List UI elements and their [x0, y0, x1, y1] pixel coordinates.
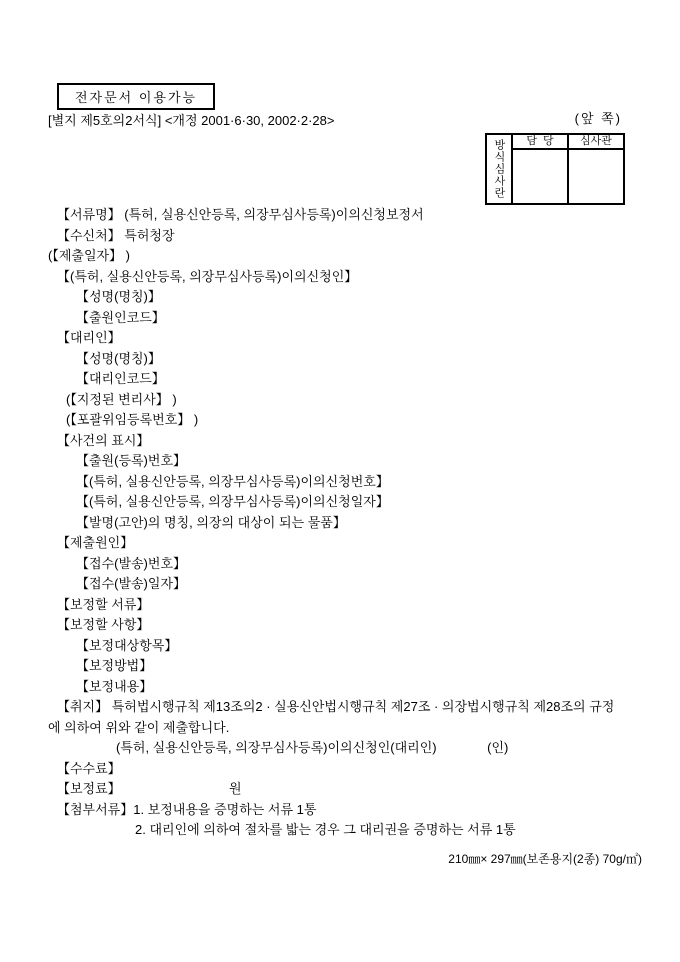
review-table-cell-staff — [513, 150, 567, 203]
field-invention-title: 【발명(고안)의 명칭, 의장의 대상이 되는 물품】 — [76, 514, 346, 530]
field-recipient: 【수신처】 특허청장 — [57, 227, 175, 243]
field-opposition-date: 【(특허, 실용신안등록, 의장무심사등록)이의신청일자】 — [76, 494, 389, 509]
field-document-to-amend: 【보정할 서류】 — [57, 596, 150, 612]
review-table-column-examiner — [569, 135, 623, 203]
field-application-number: 【출원(등록)번호】 — [76, 453, 187, 468]
field-fee: 【수수료】 — [57, 760, 121, 776]
review-table-cell-examiner — [569, 150, 623, 203]
electronic-document-badge: 전자문서 이용가능 — [57, 83, 215, 110]
field-opponent: 【(특허, 실용신안등록, 의장무심사등록)이의신청인】 — [57, 268, 358, 284]
field-opposition-number: 【(특허, 실용신안등록, 의장무심사등록)이의신청번호】 — [76, 473, 389, 489]
purpose-statement-line2: 에 의하여 위와 같이 제출합니다. — [48, 719, 230, 735]
page-side-label: (앞 쪽) — [574, 111, 622, 126]
field-receipt-date: 【접수(발송)일자】 — [76, 576, 187, 591]
review-table-header-staff: 담 당 — [513, 135, 567, 150]
field-amendment-method: 【보정방법】 — [76, 658, 153, 673]
field-amendment-fee: 【보정료】 원 — [57, 781, 242, 796]
field-agent-code: 【대리인코드】 — [76, 371, 165, 386]
form-body — [48, 205, 658, 841]
purpose-statement-line1: 【취지】 특허법시행규칙 제13조의2 · 실용신안법시행규칙 제27조 · 의장법시행규칙 제28조의 규정 — [57, 699, 615, 714]
field-blanket-delegation: (【포괄위임등록번호】 ) — [66, 412, 199, 427]
field-designated-attorney: (【지정된 변리사】 ) — [66, 391, 177, 407]
field-matter-to-amend: 【보정할 사항】 — [57, 617, 150, 632]
field-opponent-name: 【성명(명칭)】 — [76, 289, 161, 304]
field-amendment-target: 【보정대상항목】 — [76, 637, 178, 653]
field-attachments-item1: 【첨부서류】1. 보정내용을 증명하는 서류 1통 — [57, 801, 317, 817]
field-agent-name: 【성명(명칭)】 — [76, 350, 161, 366]
field-submission-date: (【제출일자】 ) — [48, 248, 131, 263]
signature-line: (특허, 실용신안등록, 의장무심사등록)이의신청인(대리인) (인) — [116, 740, 509, 755]
field-receipt-number: 【접수(발송)번호】 — [76, 555, 187, 571]
field-submission-cause: 【제출원인】 — [57, 535, 134, 550]
field-agent: 【대리인】 — [57, 330, 121, 345]
form-reference: [별지 제5호의2서식] <개정 2001·6·30, 2002·2·28> — [48, 113, 335, 128]
paper-spec-footer: 210㎜× 297㎜(보존용지(2종) 70g/㎡) — [448, 852, 642, 866]
review-table-columns — [513, 135, 623, 203]
review-table-column-staff — [513, 135, 569, 203]
field-case-indication: 【사건의 표시】 — [57, 432, 150, 448]
field-document-name: 【서류명】 (특허, 실용신안등록, 의장무심사등록)이의신청보정서 — [57, 207, 424, 222]
formality-review-table — [485, 133, 625, 205]
field-amendment-content: 【보정내용】 — [76, 678, 153, 694]
field-attachments-item2: 2. 대리인에 의하여 절차를 밟는 경우 그 대리권을 증명하는 서류 1통 — [135, 822, 516, 837]
review-table-row-header: 방식심사란 — [487, 135, 513, 203]
field-applicant-code: 【출원인코드】 — [76, 309, 165, 325]
review-table-header-examiner: 심사관 — [569, 135, 623, 150]
